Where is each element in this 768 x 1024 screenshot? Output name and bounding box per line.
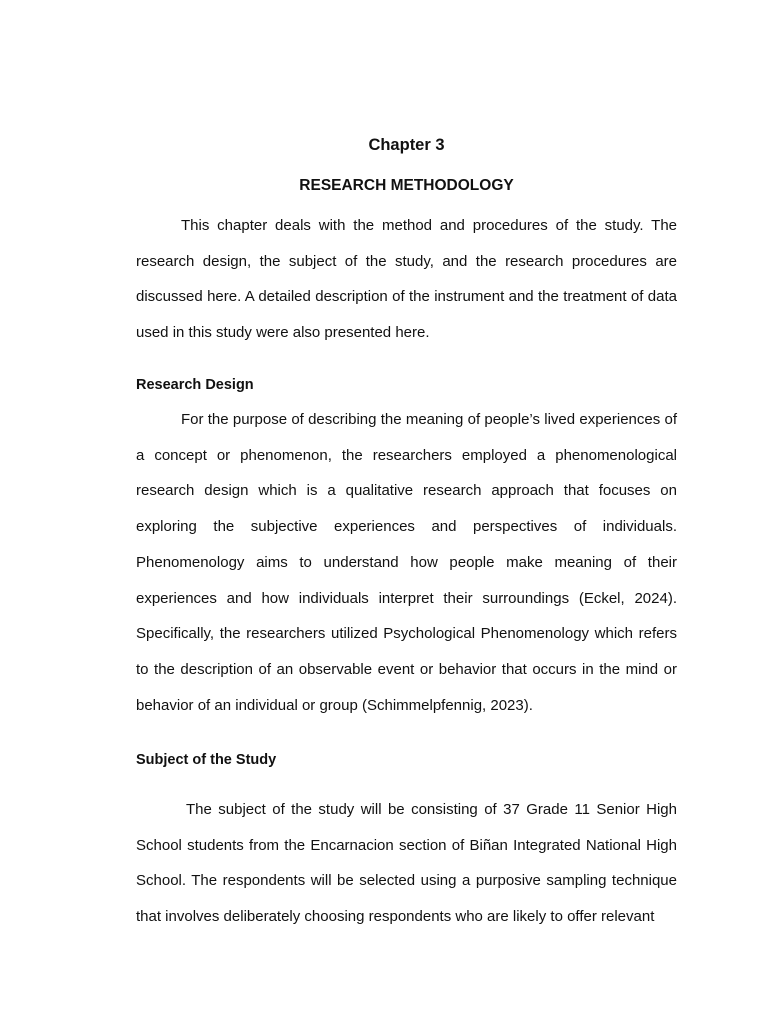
research-design-paragraph: For the purpose of describing the meaning of people’s lived experiences of a concept or phenomenon, the researchers employed a phenomenological research design which is a qualitative research approach that focuses on exploring the subjective experiences and perspectives of individuals. Phenomenology aims to understand how people make meaning of their experiences and how individuals interpret their surroundings (Eckel, 2024). Specifically, the researchers utilized Psychological Phenomenology which refers to the description of an observable event or behavior that occurs in the mind or behavior of an individual or group (Schimmelpfennig, 2023). bbox=[136, 411, 677, 714]
section-heading-research-design: Research Design bbox=[136, 377, 254, 393]
intro-paragraph: This chapter deals with the method and procedures of the study. The research design, the subject of the study, and the research procedures are discussed here. A detailed description of the instrument and the treatment of data used in this study were also presented here. bbox=[136, 217, 677, 342]
subject-of-study-paragraph: The subject of the study will be consisting of 37 Grade 11 Senior High School students from the Encarnacion section of Biñan Integrated National High School. The respondents will be selected using a purposive sampling technique that involves deliberately choosing respondents who are likely to offer relevant bbox=[136, 801, 677, 926]
chapter-number: Chapter 3 bbox=[368, 136, 445, 154]
chapter-title: RESEARCH METHODOLOGY bbox=[299, 177, 514, 194]
document-page bbox=[136, 0, 677, 1024]
section-heading-subject-of-study: Subject of the Study bbox=[136, 752, 277, 768]
